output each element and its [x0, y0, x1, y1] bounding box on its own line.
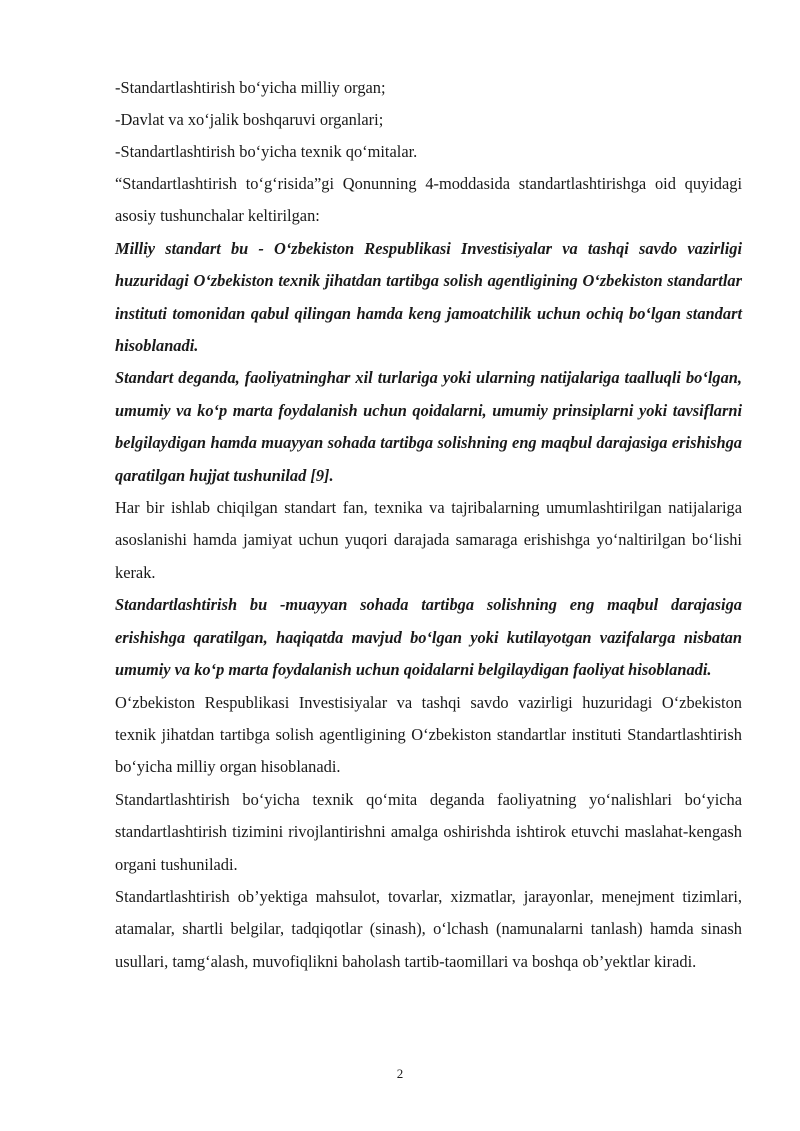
paragraph-technical-committee: Standartlashtirish bo‘yicha texnik qo‘mita deganda faoliyatning yo‘nalishlari bo‘yicha standartlashtirish tizimini rivojlantirishni amalga oshirishda ishtirok etuvchi maslahat-kengash organi tushuniladi. — [115, 789, 742, 874]
page-number: 2 — [396, 1066, 404, 1081]
paragraph-standard-basis: Har bir ishlab chiqilgan standart fan, texnika va tajribalarning umumlashtirilgan natijalariga asoslanishi hamda jamiyat uchun yuqori darajada samaraga erishishga yo‘naltirilgan bo‘lishi kerak. — [115, 498, 742, 582]
list-item-national-organ: -Standartlashtirish bo‘yicha milliy organ; — [115, 78, 386, 97]
list-item-technical-committees: -Standartlashtirish bo‘yicha texnik qo‘mitalar. — [115, 142, 418, 161]
paragraph-standardization-definition: Standartlashtirish bu -muayyan sohada tartibga solishning eng maqbul darajasiga erishishga qaratilgan, haqiqatda mavjud bo‘lgan yoki kutilayotgan vazifalarga nisbatan umumiy va ko‘p marta foydalanish uchun qoidalarni belgilaydigan faoliyat hisoblanadi. — [115, 595, 742, 680]
paragraph-standardization-objects: Standartlashtirish ob’yektiga mahsulot, tovarlar, xizmatlar, jarayonlar, menejment tizimlari, atamalar, shartli belgilar, tadqiqotlar (sinash), o‘lchash (namunalarni tanlash) hamda sinash usullari, tamg‘alash, muvofiqlikni baholash tartib-taomillari va boshqa ob’yektlar kiradi. — [115, 886, 742, 971]
paragraph-national-organ: O‘zbekiston Respublikasi Investisiyalar va tashqi savdo vazirligi huzuridagi O‘zbekiston texnik jihatdan tartibga solish agentligining O‘zbekiston standartlar instituti Standartlashtirish bo‘yicha milliy organ hisoblanadi. — [115, 692, 742, 777]
paragraph-standard-definition: Standart deganda, faoliyatninghar xil turlariga yoki ularning natijalariga taalluqli bo‘lgan, umumiy va ko‘p marta foydalanish uchun qoidalarni, umumiy prinsiplarni yoki tavsiflarni belgilaydigan hamda muayyan sohada tartibga solishning eng maqbul darajasiga erishishga qaratilgan hujjat tushunilad [9]. — [115, 368, 742, 485]
document-page — [115, 72, 742, 978]
paragraph-law-intro: “Standartlashtirish to‘g‘risida”gi Qonunning 4-moddasida standartlashtirishga oid quyidagi asosiy tushunchalar keltirilgan: — [115, 174, 742, 226]
paragraph-national-standard-definition: Milliy standart bu - O‘zbekiston Respublikasi Investisiyalar va tashqi savdo vazirligi huzuridagi O‘zbekiston texnik jihatdan tartibga solish agentligining O‘zbekiston standartlar instituti tomonidan qabul qilingan hamda keng jamoatchilik uchun ochiq bo‘lgan standart hisoblanadi. — [115, 238, 742, 356]
list-item-government-bodies: -Davlat va xo‘jalik boshqaruvi organlari; — [115, 110, 384, 129]
